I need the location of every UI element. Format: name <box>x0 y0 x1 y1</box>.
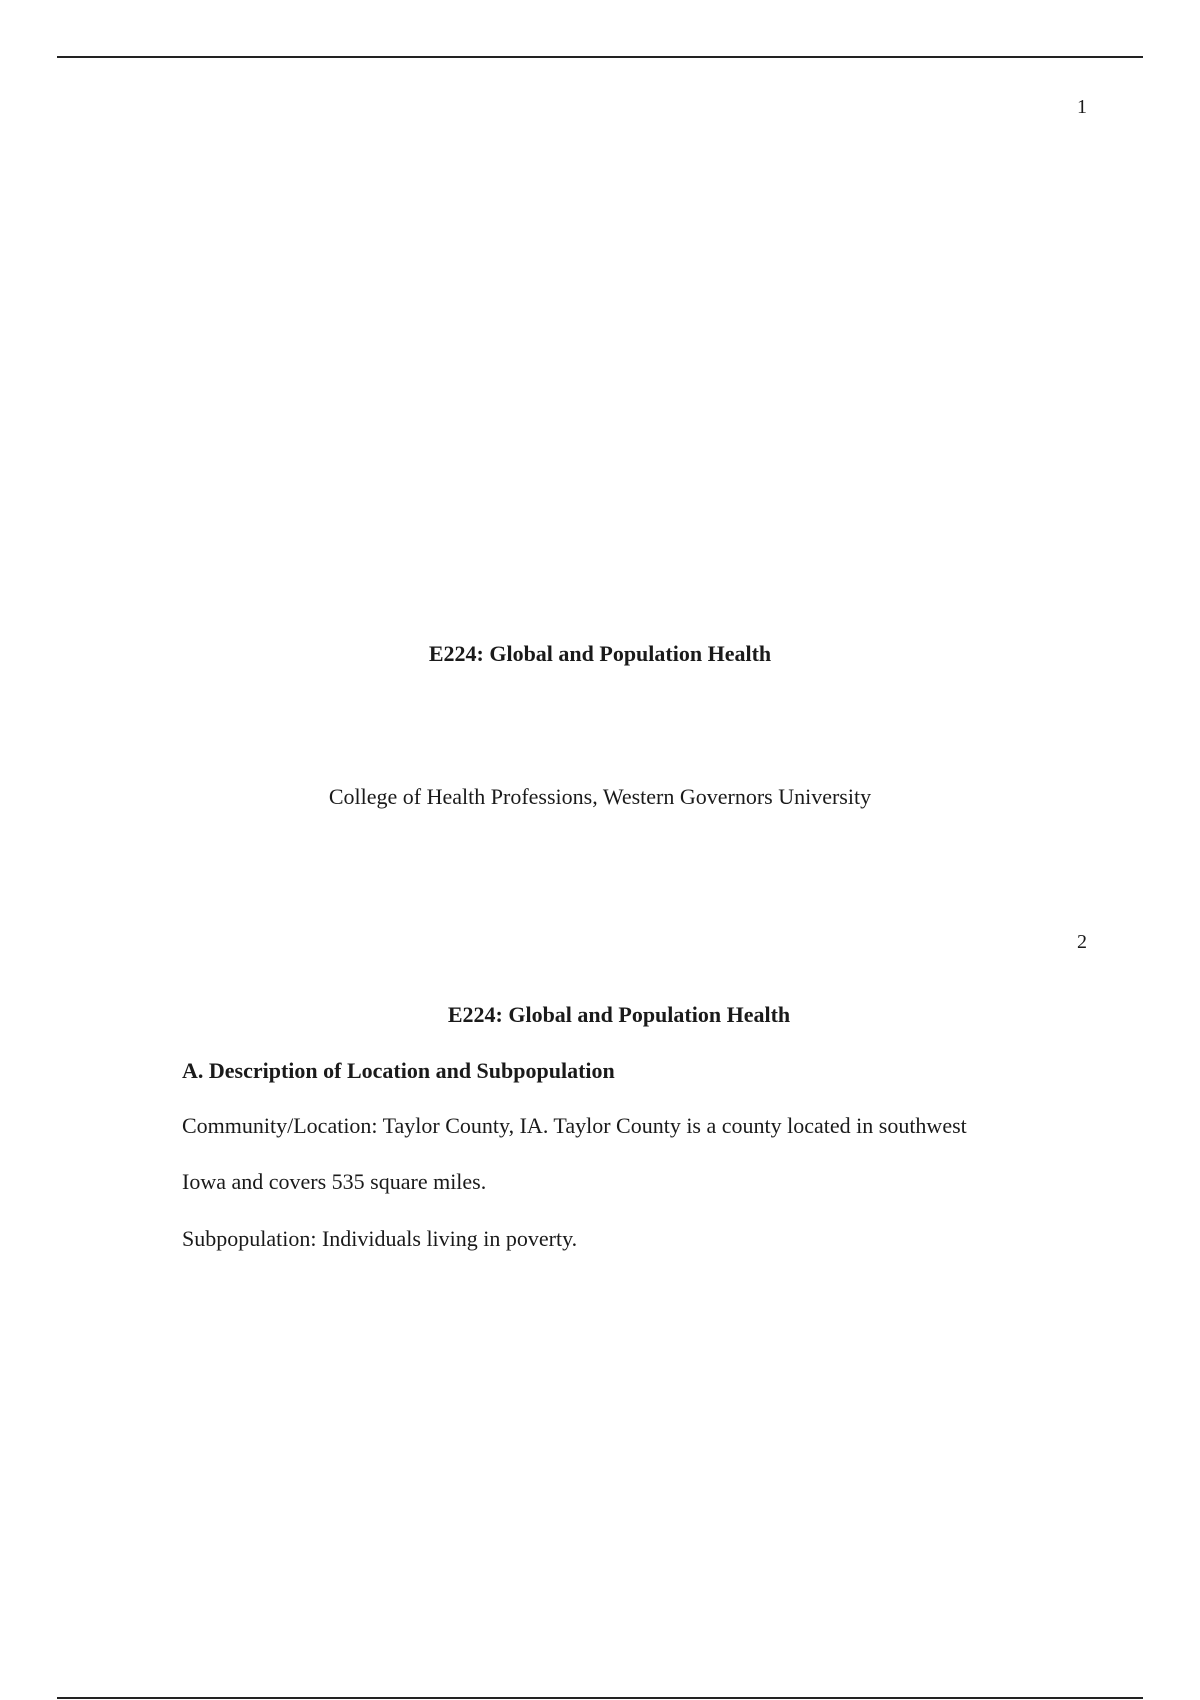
page-top-rule <box>57 56 1143 58</box>
cover-affiliation: College of Health Professions, Western Governors University <box>328 784 872 809</box>
page-bottom-rule <box>57 1697 1143 1699</box>
community-location-text: Community/Location: Taylor County, IA. Taylor County is a county located in southwest <box>182 1113 967 1138</box>
page-number: 1 <box>1077 96 1087 118</box>
page-number: 2 <box>1077 931 1087 953</box>
page-title: E224: Global and Population Health <box>447 1002 791 1027</box>
subpopulation-text: Subpopulation: Individuals living in poverty. <box>182 1226 578 1251</box>
section-heading: A. Description of Location and Subpopulation <box>182 1058 615 1083</box>
cover-title: E224: Global and Population Health <box>428 641 772 666</box>
community-location-text-continued: Iowa and covers 535 square miles. <box>182 1169 487 1194</box>
